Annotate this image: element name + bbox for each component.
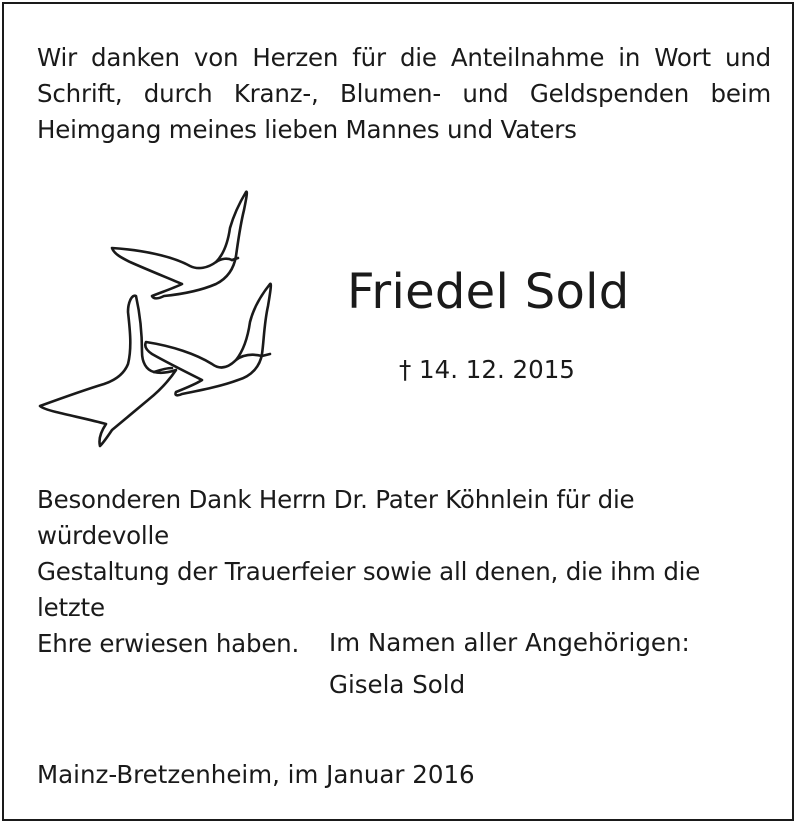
- bird-icon: [40, 296, 176, 446]
- thanks-line: Ehre erwiesen haben.: [37, 629, 300, 658]
- place-date: Mainz-Bretzenheim, im Januar 2016: [37, 760, 475, 789]
- obituary-notice: [2, 2, 794, 821]
- intro-paragraph: [37, 40, 771, 148]
- flying-birds-icon: [32, 184, 292, 454]
- bird-icon: [112, 192, 247, 299]
- death-date: † 14. 12. 2015: [399, 355, 575, 384]
- signature-intro: Im Namen aller Angehörigen:: [329, 628, 690, 657]
- thanks-line: Besonderen Dank Herrn Dr. Pater Köhnlein für die würdevolle: [37, 485, 635, 550]
- bird-icon: [145, 284, 271, 396]
- thanks-line: Gestaltung der Trauerfeier sowie all denen, die ihm die letzte: [37, 557, 701, 622]
- deceased-name: Friedel Sold: [347, 264, 630, 320]
- intro-line: Schrift, durch Kranz-, Blumen- und Geldspenden beim: [37, 79, 771, 108]
- signature-name: Gisela Sold: [329, 670, 466, 699]
- intro-line: Heimgang meines lieben Mannes und Vaters: [37, 115, 577, 144]
- intro-line: Wir danken von Herzen für die Anteilnahme in Wort und: [37, 43, 771, 72]
